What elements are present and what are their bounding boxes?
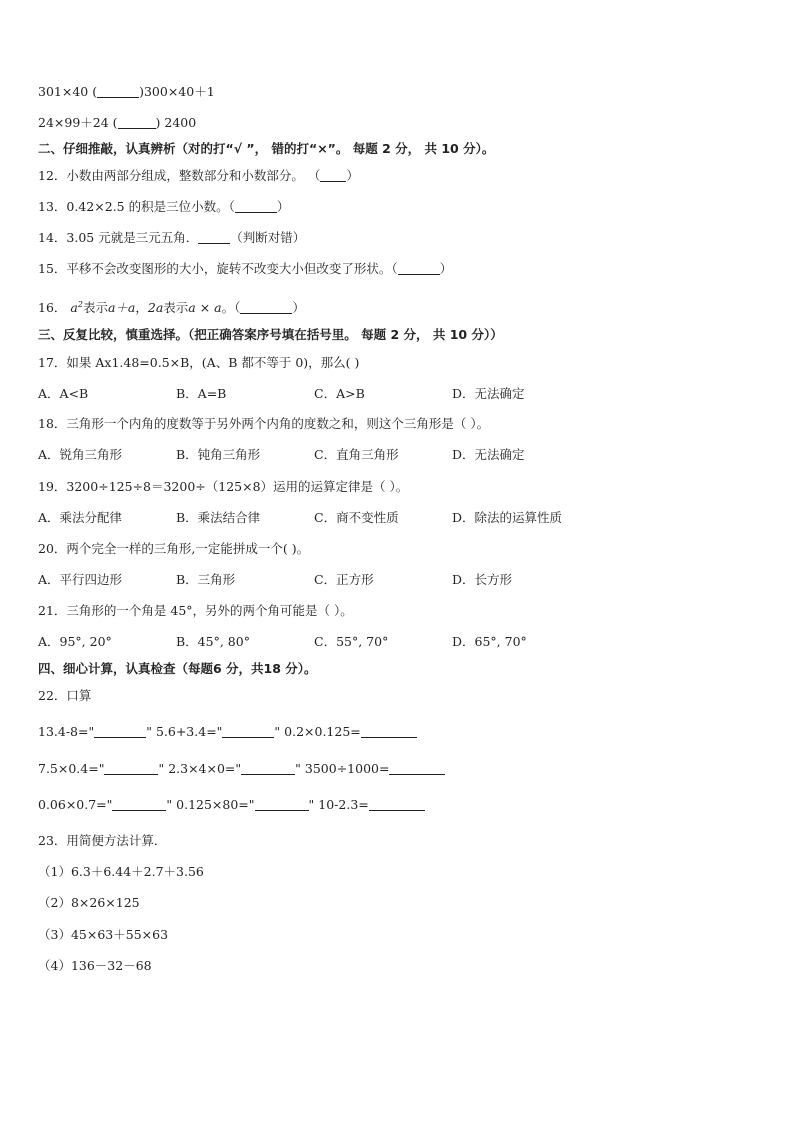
answer-blank[interactable] — [361, 725, 417, 738]
answer-blank[interactable] — [320, 169, 346, 182]
q19-option-a[interactable]: A．乘法分配律 — [38, 510, 123, 525]
math-a-plus-a: a＋a — [107, 300, 136, 316]
math-a-times-a: a × a — [188, 300, 222, 316]
mental-math-row-2: 7.5×0.4=" " 2.3×4×0=" " 3500÷1000= — [38, 761, 445, 777]
answer-blank[interactable] — [118, 116, 156, 129]
question-14: 14．3.05 元就是三元五角． （判断对错） — [38, 230, 306, 245]
q20-option-b[interactable]: B．三角形 — [176, 572, 236, 587]
section-heading-3: 三、反复比较，慎重选择。（把正确答案序号填在括号里。 每题 2 分， 共 10 分）） — [38, 327, 503, 342]
question-18-stem: 18．三角形一个内角的度数等于另外两个内角的度数之和，则这个三角形是（ ）。 — [38, 416, 490, 431]
section-heading-2: 二、仔细推敲，认真辨析（对的打“√ ”， 错的打“×”。 每题 2 分， 共 10 分）。 — [38, 141, 495, 156]
q19-option-d[interactable]: D．除法的运算性质 — [452, 510, 563, 525]
answer-blank[interactable] — [240, 301, 292, 314]
answer-blank[interactable] — [198, 231, 230, 244]
question-13: 13．0.42×2.5 的积是三位小数。（ ） — [38, 199, 290, 214]
question-23-title: 23．用简便方法计算． — [38, 833, 167, 848]
compare-line-2: 24×99＋24 ( ) 2400 — [38, 115, 197, 130]
answer-blank[interactable] — [97, 85, 139, 98]
answer-blank[interactable] — [398, 262, 440, 275]
question-19-stem: 19．3200÷125÷8＝3200÷（125×8）运用的运算定律是（ ）。 — [38, 479, 409, 494]
q23-item-2: （2）8×26×125 — [38, 895, 140, 910]
question-22-title: 22．口算 — [38, 688, 92, 703]
math-2a: 2a — [147, 300, 164, 316]
answer-blank[interactable] — [222, 725, 274, 738]
q21-option-d[interactable]: D．65°, 70° — [452, 634, 527, 649]
question-20-stem: 20．两个完全一样的三角形,一定能拼成一个( )。 — [38, 541, 310, 556]
q19-option-c[interactable]: C．商不变性质 — [314, 510, 399, 525]
mental-math-row-3: 0.06×0.7=" " 0.125×80=" " 10-2.3= — [38, 797, 425, 813]
q17-option-a[interactable]: A．A<B — [38, 386, 89, 401]
compare-line-1: 301×40 ( )300×40＋1 — [38, 84, 215, 99]
q18-option-a[interactable]: A．锐角三角形 — [38, 447, 123, 462]
q23-item-1: （1）6.3＋6.44＋2.7＋3.56 — [38, 864, 204, 879]
q18-option-d[interactable]: D．无法确定 — [452, 447, 525, 462]
answer-blank[interactable] — [104, 762, 158, 775]
question-21-stem: 21．三角形的一个角是 45°，另外的两个角可能是（ ）。 — [38, 603, 353, 618]
q21-option-b[interactable]: B．45°, 80° — [176, 634, 250, 649]
answer-blank[interactable] — [94, 725, 146, 738]
math-a-squared: $a^2$ — [70, 300, 83, 316]
q18-option-c[interactable]: C．直角三角形 — [314, 447, 399, 462]
q17-option-c[interactable]: C．A>B — [314, 386, 365, 401]
question-12: 12．小数由两部分组成，整数部分和小数部分。 （ ） — [38, 168, 359, 183]
question-16: 16． $a^2$表示a＋a，2a表示a × a。（ ） — [38, 300, 305, 316]
q17-option-d[interactable]: D．无法确定 — [452, 386, 525, 401]
answer-blank[interactable] — [235, 200, 277, 213]
q20-option-d[interactable]: D．长方形 — [452, 572, 513, 587]
q20-option-c[interactable]: C．正方形 — [314, 572, 374, 587]
answer-blank[interactable] — [369, 798, 425, 811]
q20-option-a[interactable]: A．平行四边形 — [38, 572, 123, 587]
q23-item-3: （3）45×63＋55×63 — [38, 927, 169, 942]
q23-item-4: （4）136－32－68 — [38, 958, 152, 973]
section-heading-4: 四、细心计算，认真检查（每题6 分，共18 分）。 — [38, 661, 317, 676]
q17-option-b[interactable]: B．A=B — [176, 386, 227, 401]
q18-option-b[interactable]: B．钝角三角形 — [176, 447, 261, 462]
q21-option-c[interactable]: C．55°, 70° — [314, 634, 389, 649]
q21-option-a[interactable]: A．95°, 20° — [38, 634, 112, 649]
answer-blank[interactable] — [241, 762, 295, 775]
answer-blank[interactable] — [255, 798, 309, 811]
q19-option-b[interactable]: B．乘法结合律 — [176, 510, 261, 525]
answer-blank[interactable] — [389, 762, 445, 775]
mental-math-row-1: 13.4-8=" " 5.6+3.4=" " 0.2×0.125= — [38, 724, 417, 740]
answer-blank[interactable] — [112, 798, 166, 811]
question-15: 15．平移不会改变图形的大小，旋转不改变大小但改变了形状。（ ） — [38, 261, 453, 276]
question-17-stem: 17．如果 Ax1.48=0.5×B，(A、B 都不等于 0)，那么( ) — [38, 355, 360, 370]
